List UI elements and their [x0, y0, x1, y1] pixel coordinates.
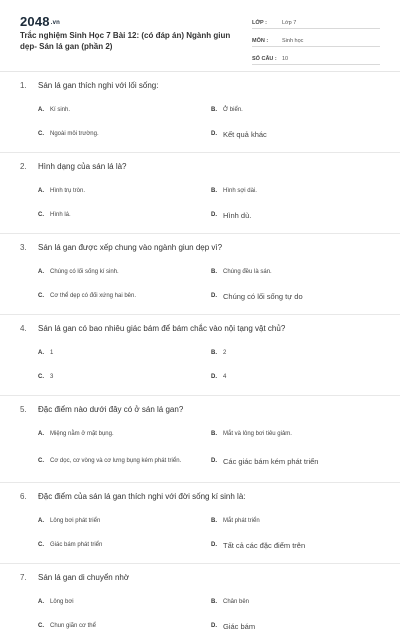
- question-text: Đặc điểm nào dưới đây có ở sán lá gan?: [38, 404, 184, 414]
- option-key: C.: [38, 374, 44, 380]
- option-a[interactable]: [38, 260, 211, 284]
- option-c[interactable]: [38, 614, 211, 638]
- option-c[interactable]: [38, 203, 211, 227]
- option-key: D.: [211, 374, 217, 380]
- option-b[interactable]: [211, 509, 384, 533]
- question-text: Hình dạng của sán lá là?: [38, 161, 127, 171]
- question-text: Đặc điểm của sán lá gan thích nghi với đời sống kí sinh là:: [38, 491, 246, 501]
- option-text: Cơ dọc, cơ vòng và cơ lưng bụng kém phát triển.: [50, 457, 182, 464]
- question-list: [0, 72, 400, 644]
- option-c[interactable]: [38, 122, 211, 146]
- header: [0, 0, 400, 70]
- option-b[interactable]: [211, 590, 384, 614]
- option-row: [0, 614, 400, 638]
- option-key: C.: [38, 458, 44, 464]
- question-stem: [0, 315, 400, 341]
- question-stem: [0, 153, 400, 179]
- meta-info: [252, 14, 380, 68]
- question-number: 2.: [20, 161, 27, 171]
- meta-label: MÔN :: [252, 38, 269, 44]
- option-a[interactable]: [38, 590, 211, 614]
- option-text: 1: [50, 349, 54, 356]
- option-text: Hình trụ tròn.: [50, 187, 86, 194]
- option-row: [0, 341, 400, 365]
- option-row: [0, 365, 400, 389]
- question-stem: [0, 72, 400, 98]
- question-item: [0, 396, 400, 483]
- meta-label: LỚP :: [252, 20, 267, 26]
- option-row: [0, 422, 400, 446]
- question-item: [0, 564, 400, 644]
- option-a[interactable]: [38, 179, 211, 203]
- question-item: [0, 234, 400, 315]
- option-row: [0, 590, 400, 614]
- option-text: Tất cả các đặc điểm trên: [223, 540, 306, 550]
- option-text: Chân bên: [223, 598, 250, 605]
- option-key: B.: [211, 188, 217, 194]
- option-text: Mắt và lông bơi tiêu giảm.: [223, 430, 292, 437]
- option-a[interactable]: [38, 98, 211, 122]
- option-text: Ở biển.: [223, 106, 243, 113]
- option-key: D.: [211, 131, 217, 137]
- option-key: A.: [38, 518, 44, 524]
- option-a[interactable]: [38, 341, 211, 365]
- site-logo[interactable]: [20, 14, 60, 29]
- option-text: Kí sinh.: [50, 106, 71, 113]
- question-stem: [0, 483, 400, 509]
- option-d[interactable]: [211, 533, 384, 557]
- meta-row-class: [252, 14, 380, 29]
- option-text: Hình dù.: [223, 210, 252, 220]
- option-key: C.: [38, 131, 44, 137]
- meta-row-count: [252, 50, 380, 65]
- option-text: Chúng có lối sống kí sinh.: [50, 268, 119, 275]
- option-b[interactable]: [211, 179, 384, 203]
- question-stem: [0, 396, 400, 422]
- option-text: Ngoài môi trường.: [50, 130, 99, 137]
- option-text: Chun giãn cơ thể: [50, 622, 96, 629]
- option-a[interactable]: [38, 422, 211, 446]
- question-number: 1.: [20, 80, 27, 90]
- question-text: Sán lá gan được xếp chung vào ngành giun dẹp vì?: [38, 242, 223, 252]
- question-stem: [0, 564, 400, 590]
- option-a[interactable]: [38, 509, 211, 533]
- option-b[interactable]: [211, 422, 384, 446]
- meta-value: Lớp 7: [282, 20, 297, 26]
- question-number: 6.: [20, 491, 27, 501]
- question-item: [0, 72, 400, 153]
- option-key: B.: [211, 599, 217, 605]
- option-text: Hình sợi dài.: [223, 187, 257, 194]
- option-row: [0, 509, 400, 533]
- option-b[interactable]: [211, 98, 384, 122]
- option-key: B.: [211, 107, 217, 113]
- option-text: Miệng nằm ở mặt bụng.: [50, 430, 114, 437]
- option-b[interactable]: [211, 341, 384, 365]
- option-b[interactable]: [211, 260, 384, 284]
- meta-row-subject: [252, 32, 380, 47]
- option-text: 4: [223, 373, 227, 380]
- question-text: Sán lá gan thích nghi với lối sống:: [38, 80, 159, 90]
- option-key: A.: [38, 188, 44, 194]
- option-c[interactable]: [38, 446, 211, 476]
- option-d[interactable]: [211, 122, 384, 146]
- option-text: Cơ thể dẹp có đối xứng hai bên.: [50, 292, 137, 299]
- question-number: 7.: [20, 572, 27, 582]
- option-row: [0, 260, 400, 284]
- question-number: 3.: [20, 242, 27, 252]
- option-key: D.: [211, 623, 217, 629]
- option-row: [0, 122, 400, 146]
- logo-tld: .vn: [50, 19, 61, 26]
- question-text: Sán lá gan di chuyển nhờ: [38, 572, 130, 582]
- option-d[interactable]: [211, 614, 384, 638]
- option-text: Mắt phát triển: [223, 517, 260, 524]
- option-d[interactable]: [211, 365, 384, 389]
- question-item: [0, 483, 400, 564]
- option-row: [0, 98, 400, 122]
- option-text: Hình lá.: [50, 211, 71, 218]
- option-c[interactable]: [38, 365, 211, 389]
- meta-value: 10: [282, 56, 289, 62]
- option-text: Kết quả khác: [223, 129, 267, 139]
- option-text: Các giác bám kém phát triển: [223, 456, 319, 466]
- option-row: [0, 284, 400, 308]
- option-key: D.: [211, 293, 217, 299]
- question-item: [0, 153, 400, 234]
- option-row: [0, 203, 400, 227]
- option-key: A.: [38, 599, 44, 605]
- question-stem: [0, 234, 400, 260]
- option-text: Giác bám phát triển: [50, 541, 103, 548]
- option-c[interactable]: [38, 533, 211, 557]
- option-text: 3: [50, 373, 54, 380]
- option-text: Chúng đều là sán.: [223, 268, 272, 275]
- option-key: C.: [38, 293, 44, 299]
- option-text: Lông bơi phát triển: [50, 517, 101, 524]
- question-number: 5.: [20, 404, 27, 414]
- option-text: Chúng có lối sống tự do: [223, 291, 303, 301]
- option-key: A.: [38, 107, 44, 113]
- option-text: Giác bám: [223, 621, 256, 631]
- option-key: D.: [211, 212, 217, 218]
- option-key: A.: [38, 350, 44, 356]
- option-key: C.: [38, 542, 44, 548]
- option-key: B.: [211, 350, 217, 356]
- option-key: A.: [38, 269, 44, 275]
- option-d[interactable]: [211, 203, 384, 227]
- option-row: [0, 446, 400, 476]
- option-d[interactable]: [211, 284, 384, 308]
- option-key: D.: [211, 458, 217, 464]
- option-key: C.: [38, 212, 44, 218]
- option-key: B.: [211, 518, 217, 524]
- meta-value: Sinh học: [282, 38, 304, 44]
- option-text: Lông bơi: [50, 598, 74, 605]
- option-key: D.: [211, 542, 217, 548]
- question-text: Sán lá gan có bao nhiêu giác bám để bám chắc vào nội tạng vật chủ?: [38, 323, 286, 333]
- document-title: Trắc nghiệm Sinh Học 7 Bài 12: (có đáp án) Ngành giun dẹp- Sán lá gan (phần 2): [20, 31, 231, 51]
- option-text: 2: [223, 349, 227, 356]
- logo-main: 2048: [20, 14, 50, 29]
- question-item: [0, 315, 400, 396]
- option-key: C.: [38, 623, 44, 629]
- option-key: A.: [38, 431, 44, 437]
- question-number: 4.: [20, 323, 27, 333]
- option-key: B.: [211, 431, 217, 437]
- meta-label: SỐ CÂU :: [252, 56, 277, 62]
- option-d[interactable]: [211, 446, 384, 476]
- option-key: B.: [211, 269, 217, 275]
- option-row: [0, 179, 400, 203]
- option-row: [0, 533, 400, 557]
- option-c[interactable]: [38, 284, 211, 308]
